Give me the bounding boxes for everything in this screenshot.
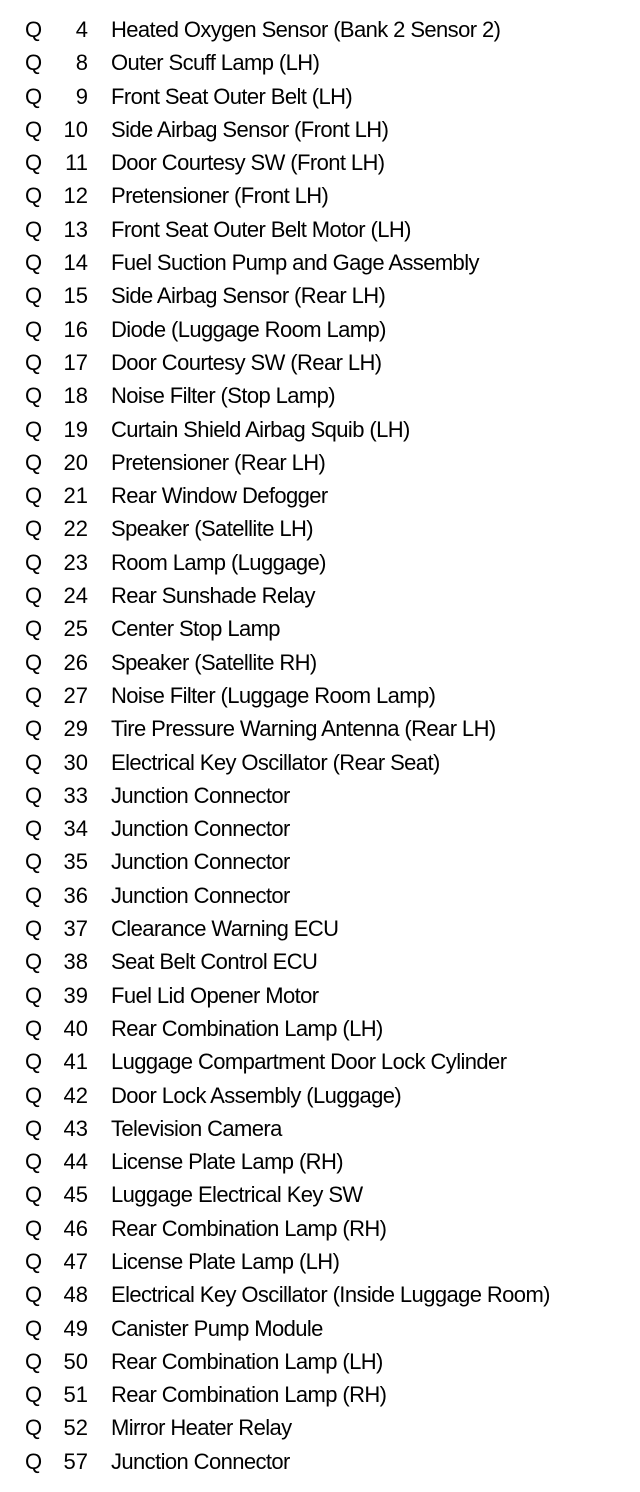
connector-description: Junction Connector — [111, 1448, 290, 1474]
connector-number: 30 — [63, 749, 88, 775]
connector-number: 22 — [63, 516, 88, 542]
connector-number: 36 — [63, 882, 88, 908]
connector-description: Noise Filter (Luggage Room Lamp) — [111, 682, 436, 708]
connector-prefix: Q — [25, 150, 43, 176]
list-item — [0, 1112, 640, 1145]
connector-number: 47 — [63, 1248, 88, 1274]
connector-number: 43 — [63, 1115, 88, 1141]
list-item — [0, 712, 640, 745]
connector-number: 18 — [63, 383, 88, 409]
connector-prefix: Q — [25, 1049, 43, 1075]
list-item — [0, 779, 640, 812]
connector-number: 41 — [63, 1049, 88, 1075]
connector-description: Door Lock Assembly (Luggage) — [111, 1082, 402, 1108]
list-item — [0, 812, 640, 845]
connector-number: 16 — [63, 316, 88, 342]
connector-prefix: Q — [25, 549, 43, 575]
connector-description: Center Stop Lamp — [111, 616, 280, 642]
connector-number: 35 — [63, 849, 88, 875]
connector-description: Pretensioner (Front LH) — [111, 183, 329, 209]
list-item — [0, 146, 640, 179]
connector-prefix: Q — [25, 649, 43, 675]
list-item — [0, 13, 640, 46]
connector-number: 57 — [63, 1448, 88, 1474]
connector-prefix: Q — [25, 1448, 43, 1474]
list-item — [0, 945, 640, 978]
connector-number: 38 — [63, 949, 88, 975]
connector-prefix: Q — [25, 1015, 43, 1041]
connector-number: 37 — [63, 916, 88, 942]
connector-description: Rear Combination Lamp (LH) — [111, 1348, 383, 1374]
connector-prefix: Q — [25, 449, 43, 475]
list-item — [0, 1278, 640, 1311]
connector-description: Door Courtesy SW (Front LH) — [111, 150, 385, 176]
connector-number: 51 — [63, 1382, 88, 1408]
connector-number: 42 — [63, 1082, 88, 1108]
connector-description: Pretensioner (Rear LH) — [111, 449, 326, 475]
connector-list — [0, 13, 640, 1478]
connector-description: Junction Connector — [111, 816, 290, 842]
connector-prefix: Q — [25, 916, 43, 942]
list-item — [0, 313, 640, 346]
connector-prefix: Q — [25, 416, 43, 442]
connector-number: 9 — [75, 83, 88, 109]
list-item — [0, 346, 640, 379]
list-item — [0, 512, 640, 545]
list-item — [0, 746, 640, 779]
connector-number: 25 — [63, 616, 88, 642]
connector-prefix: Q — [25, 616, 43, 642]
connector-prefix: Q — [25, 583, 43, 609]
list-item — [0, 679, 640, 712]
connector-description: Front Seat Outer Belt (LH) — [111, 83, 353, 109]
list-item — [0, 612, 640, 645]
connector-description: Side Airbag Sensor (Front LH) — [111, 116, 389, 142]
list-item — [0, 246, 640, 279]
connector-prefix: Q — [25, 882, 43, 908]
connector-prefix: Q — [25, 1115, 43, 1141]
connector-description: Mirror Heater Relay — [111, 1415, 292, 1441]
connector-prefix: Q — [25, 17, 43, 42]
list-item — [0, 1245, 640, 1278]
connector-prefix: Q — [25, 982, 43, 1008]
connector-number: 23 — [63, 549, 88, 575]
connector-description: Rear Combination Lamp (RH) — [111, 1382, 387, 1408]
connector-description: Seat Belt Control ECU — [111, 949, 318, 975]
connector-prefix: Q — [25, 816, 43, 842]
connector-number: 49 — [63, 1315, 88, 1341]
list-item — [0, 546, 640, 579]
connector-number: 45 — [63, 1182, 88, 1208]
connector-prefix: Q — [25, 716, 43, 742]
list-item — [0, 113, 640, 146]
connector-description: Heated Oxygen Sensor (Bank 2 Sensor 2) — [111, 17, 501, 42]
connector-description: Junction Connector — [111, 782, 290, 808]
connector-prefix: Q — [25, 216, 43, 242]
connector-number: 19 — [63, 416, 88, 442]
connector-number: 21 — [63, 483, 88, 509]
connector-number: 27 — [63, 682, 88, 708]
connector-description: Room Lamp (Luggage) — [111, 549, 326, 575]
connector-prefix: Q — [25, 116, 43, 142]
connector-description: Junction Connector — [111, 882, 290, 908]
connector-prefix: Q — [25, 749, 43, 775]
connector-number: 26 — [63, 649, 88, 675]
list-item — [0, 646, 640, 679]
list-item — [0, 879, 640, 912]
connector-description: Luggage Compartment Door Lock Cylinder — [111, 1049, 507, 1075]
list-item — [0, 1445, 640, 1478]
connector-prefix: Q — [25, 949, 43, 975]
connector-prefix: Q — [25, 349, 43, 375]
connector-number: 24 — [63, 583, 88, 609]
connector-description: Fuel Suction Pump and Gage Assembly — [111, 250, 479, 276]
connector-prefix: Q — [25, 1082, 43, 1108]
connector-prefix: Q — [25, 1182, 43, 1208]
connector-prefix: Q — [25, 1382, 43, 1408]
list-item — [0, 1312, 640, 1345]
connector-prefix: Q — [25, 50, 43, 76]
list-item — [0, 413, 640, 446]
connector-description: Rear Window Defogger — [111, 483, 328, 509]
connector-prefix: Q — [25, 1149, 43, 1175]
connector-number: 44 — [63, 1149, 88, 1175]
connector-prefix: Q — [25, 483, 43, 509]
connector-number: 12 — [63, 183, 88, 209]
connector-prefix: Q — [25, 516, 43, 542]
list-item — [0, 80, 640, 113]
list-item — [0, 579, 640, 612]
connector-prefix: Q — [25, 849, 43, 875]
connector-number: 50 — [63, 1348, 88, 1374]
connector-description: Electrical Key Oscillator (Inside Luggage Room) — [111, 1282, 550, 1308]
connector-prefix: Q — [25, 682, 43, 708]
connector-prefix: Q — [25, 283, 43, 309]
connector-description: License Plate Lamp (LH) — [111, 1248, 340, 1274]
connector-description: Diode (Luggage Room Lamp) — [111, 316, 386, 342]
connector-description: Front Seat Outer Belt Motor (LH) — [111, 216, 411, 242]
connector-number: 11 — [65, 150, 88, 176]
connector-description: Junction Connector — [111, 849, 290, 875]
connector-description: Rear Sunshade Relay — [111, 583, 315, 609]
connector-prefix: Q — [25, 250, 43, 276]
connector-prefix: Q — [25, 1315, 43, 1341]
connector-description: Luggage Electrical Key SW — [111, 1182, 363, 1208]
connector-number: 46 — [63, 1215, 88, 1241]
list-item — [0, 379, 640, 412]
connector-description: Clearance Warning ECU — [111, 916, 339, 942]
list-item — [0, 279, 640, 312]
connector-description: Fuel Lid Opener Motor — [111, 982, 319, 1008]
list-item — [0, 1145, 640, 1178]
connector-description: Curtain Shield Airbag Squib (LH) — [111, 416, 410, 442]
connector-prefix: Q — [25, 1282, 43, 1308]
connector-prefix: Q — [25, 782, 43, 808]
connector-number: 13 — [63, 216, 88, 242]
list-item — [0, 912, 640, 945]
list-item — [0, 979, 640, 1012]
connector-description: Tire Pressure Warning Antenna (Rear LH) — [111, 716, 496, 742]
connector-description: Rear Combination Lamp (LH) — [111, 1015, 383, 1041]
connector-number: 48 — [63, 1282, 88, 1308]
connector-number: 29 — [63, 716, 88, 742]
list-item — [0, 446, 640, 479]
connector-prefix: Q — [25, 83, 43, 109]
connector-description: Canister Pump Module — [111, 1315, 323, 1341]
connector-number: 39 — [63, 982, 88, 1008]
list-item — [0, 179, 640, 212]
list-item — [0, 1012, 640, 1045]
connector-prefix: Q — [25, 1348, 43, 1374]
connector-prefix: Q — [25, 316, 43, 342]
connector-number: 17 — [63, 349, 88, 375]
list-item — [0, 1411, 640, 1444]
connector-description: Rear Combination Lamp (RH) — [111, 1215, 387, 1241]
list-item — [0, 1345, 640, 1378]
connector-number: 20 — [63, 449, 88, 475]
connector-description: Outer Scuff Lamp (LH) — [111, 50, 320, 76]
connector-description: Speaker (Satellite LH) — [111, 516, 314, 542]
connector-prefix: Q — [25, 183, 43, 209]
connector-description: License Plate Lamp (RH) — [111, 1149, 343, 1175]
list-item — [0, 213, 640, 246]
connector-number: 33 — [63, 782, 88, 808]
list-item — [0, 479, 640, 512]
list-item — [0, 1079, 640, 1112]
list-item — [0, 1378, 640, 1411]
list-item — [0, 46, 640, 79]
list-item — [0, 1212, 640, 1245]
connector-description: Side Airbag Sensor (Rear LH) — [111, 283, 386, 309]
connector-prefix: Q — [25, 383, 43, 409]
connector-number: 14 — [63, 250, 88, 276]
connector-prefix: Q — [25, 1248, 43, 1274]
connector-description: Door Courtesy SW (Rear LH) — [111, 349, 382, 375]
connector-prefix: Q — [25, 1215, 43, 1241]
connector-number: 40 — [63, 1015, 88, 1041]
connector-description: Speaker (Satellite RH) — [111, 649, 317, 675]
connector-number: 4 — [75, 17, 88, 42]
connector-number: 10 — [63, 116, 88, 142]
connector-description: Electrical Key Oscillator (Rear Seat) — [111, 749, 440, 775]
list-item — [0, 1045, 640, 1078]
connector-number: 52 — [63, 1415, 88, 1441]
connector-number: 34 — [63, 816, 88, 842]
connector-prefix: Q — [25, 1415, 43, 1441]
connector-description: Noise Filter (Stop Lamp) — [111, 383, 336, 409]
connector-number: 8 — [75, 50, 88, 76]
connector-description: Television Camera — [111, 1115, 282, 1141]
list-item — [0, 1178, 640, 1211]
connector-number: 15 — [63, 283, 88, 309]
list-item — [0, 845, 640, 878]
